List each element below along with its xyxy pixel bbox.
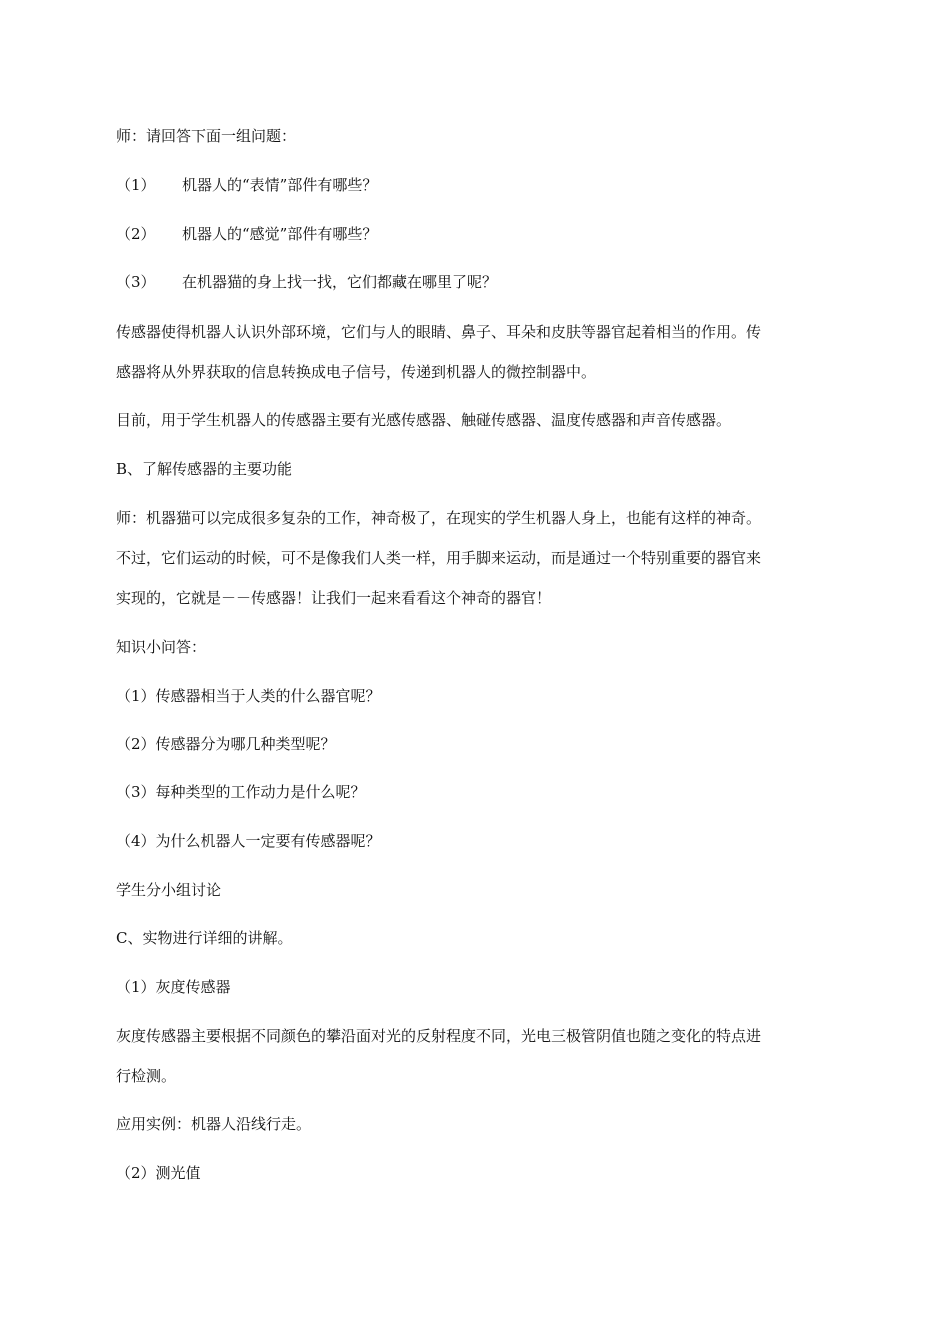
paragraph-line: 传感器使得机器人认识外部环境，它们与人的眼睛、鼻子、耳朵和皮肤等器官起着相当的作用。传 xyxy=(116,323,762,341)
item-text: 机器人的“感觉”部件有哪些？ xyxy=(182,225,378,243)
question-item xyxy=(116,175,377,195)
item-text: 机器人的“表情”部件有哪些？ xyxy=(182,176,378,194)
item-number: （1） xyxy=(116,176,156,194)
paragraph-line: 不过，它们运动的时候，可不是像我们人类一样，用手脚来运动，而是通过一个特别重要的器官来 xyxy=(116,549,762,567)
discussion-note: 学生分小组讨论 xyxy=(116,881,222,899)
subheading: （2）测光值 xyxy=(116,1164,201,1182)
section-heading-c: C、实物进行详细的讲解。 xyxy=(116,929,293,947)
question-intro: 师：请回答下面一组问题： xyxy=(116,127,297,145)
item-text: 在机器猫的身上找一找，它们都藏在哪里了呢？ xyxy=(182,273,498,291)
quiz-item: （1）传感器相当于人类的什么器官呢？ xyxy=(116,687,381,705)
item-number: （2） xyxy=(116,225,156,243)
quiz-item: （2）传感器分为哪几种类型呢？ xyxy=(116,735,336,753)
item-number: （3） xyxy=(116,273,156,291)
example-line: 应用实例：机器人沿线行走。 xyxy=(116,1115,312,1133)
quiz-title: 知识小问答： xyxy=(116,638,207,656)
paragraph-line: 行检测。 xyxy=(116,1067,177,1085)
quiz-item: （3）每种类型的工作动力是什么呢？ xyxy=(116,783,366,801)
question-item xyxy=(116,272,497,292)
paragraph-line: 实现的，它就是－－传感器！让我们一起来看看这个神奇的器官！ xyxy=(116,589,552,607)
paragraph-line: 目前，用于学生机器人的传感器主要有光感传感器、触碰传感器、温度传感器和声音传感器。 xyxy=(116,411,732,429)
subheading: （1）灰度传感器 xyxy=(116,978,231,996)
paragraph-line: 感器将从外界获取的信息转换成电子信号，传递到机器人的微控制器中。 xyxy=(116,363,597,381)
question-item xyxy=(116,224,377,244)
quiz-item: （4）为什么机器人一定要有传感器呢？ xyxy=(116,832,381,850)
section-heading-b: B、了解传感器的主要功能 xyxy=(116,460,293,478)
paragraph-line: 师：机器猫可以完成很多复杂的工作，神奇极了，在现实的学生机器人身上，也能有这样的神奇。 xyxy=(116,509,762,527)
paragraph-line: 灰度传感器主要根据不同颜色的攀沿面对光的反射程度不同，光电三极管阴值也随之变化的特点进 xyxy=(116,1027,762,1045)
